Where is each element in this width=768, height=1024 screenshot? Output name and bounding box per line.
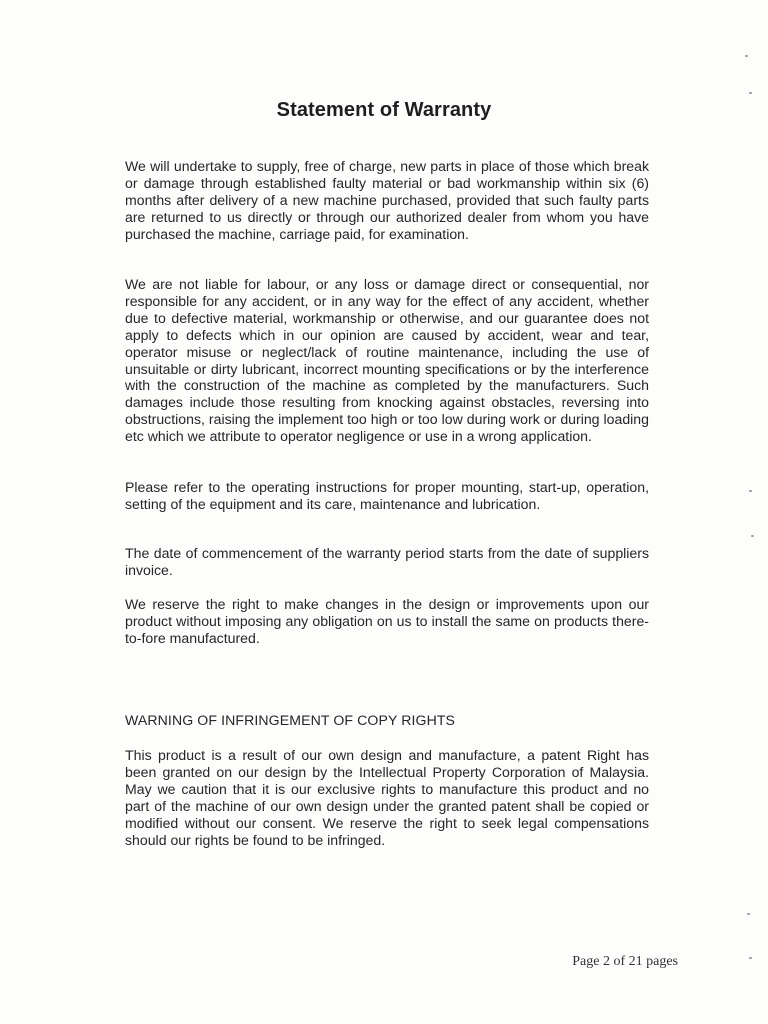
warranty-paragraph-liability: We are not liable for labour, or any loss or damage direct or consequential, nor responsible for any accident, or in any way for the effect of any accident, whether due to defective material, workmanship or otherwise, and our guarantee does not apply to defects which in our opinion are caused by accident, wear and tear, operator misuse or neglect/lack of routine maintenance, including the use of unsuitable or dirty lubricant, incorrect mounting specifications or by the interference with the construction of the machine as completed by the manufacturers. Such damages include those resulting from knocking against obstacles, reversing into obstructions, raising the implement too high or too low during work or during loading etc which we attribute to operator negligence or use in a wrong application. bbox=[125, 276, 649, 445]
scan-speck bbox=[745, 55, 748, 57]
scan-speck bbox=[751, 535, 754, 537]
page-number: Page 2 of 21 pages bbox=[572, 954, 678, 969]
scan-speck bbox=[749, 957, 752, 959]
copyright-warning-paragraph: This product is a result of our own design and manufacture, a patent Right has been granted on our design by the Intellectual Property Corporation of Malaysia. May we caution that it is our exclusive rights to manufacture this product and no part of the machine of our own design under the granted patent shall be copied or modified without our consent. We reserve the right to seek legal compensations should our rights be found to be infringed. bbox=[125, 747, 649, 848]
copyright-warning-heading: WARNING OF INFRINGEMENT OF COPY RIGHTS bbox=[125, 712, 456, 728]
scan-speck bbox=[749, 92, 752, 94]
warranty-paragraph-commencement: The date of commencement of the warranty period starts from the date of suppliers invoice. bbox=[125, 545, 649, 578]
document-title: Statement of Warranty bbox=[276, 99, 492, 121]
warranty-paragraph-parts: We will undertake to supply, free of charge, new parts in place of those which break or damage through established faulty material or bad workmanship within six (6) months after delivery of a new machine purchased, provided that such faulty parts are returned to us directly or through our authorized dealer from whom you have purchased the machine, carriage paid, for examination. bbox=[125, 158, 649, 242]
warranty-paragraph-design-changes: We reserve the right to make changes in the design or improvements upon our product without imposing any obligation on us to install the same on products there-to-fore manufactured. bbox=[125, 596, 649, 646]
scan-speck bbox=[749, 490, 752, 492]
scan-speck bbox=[747, 913, 750, 915]
warranty-paragraph-instructions: Please refer to the operating instructions for proper mounting, start-up, operation, setting of the equipment and its care, maintenance and lubrication. bbox=[125, 479, 649, 512]
